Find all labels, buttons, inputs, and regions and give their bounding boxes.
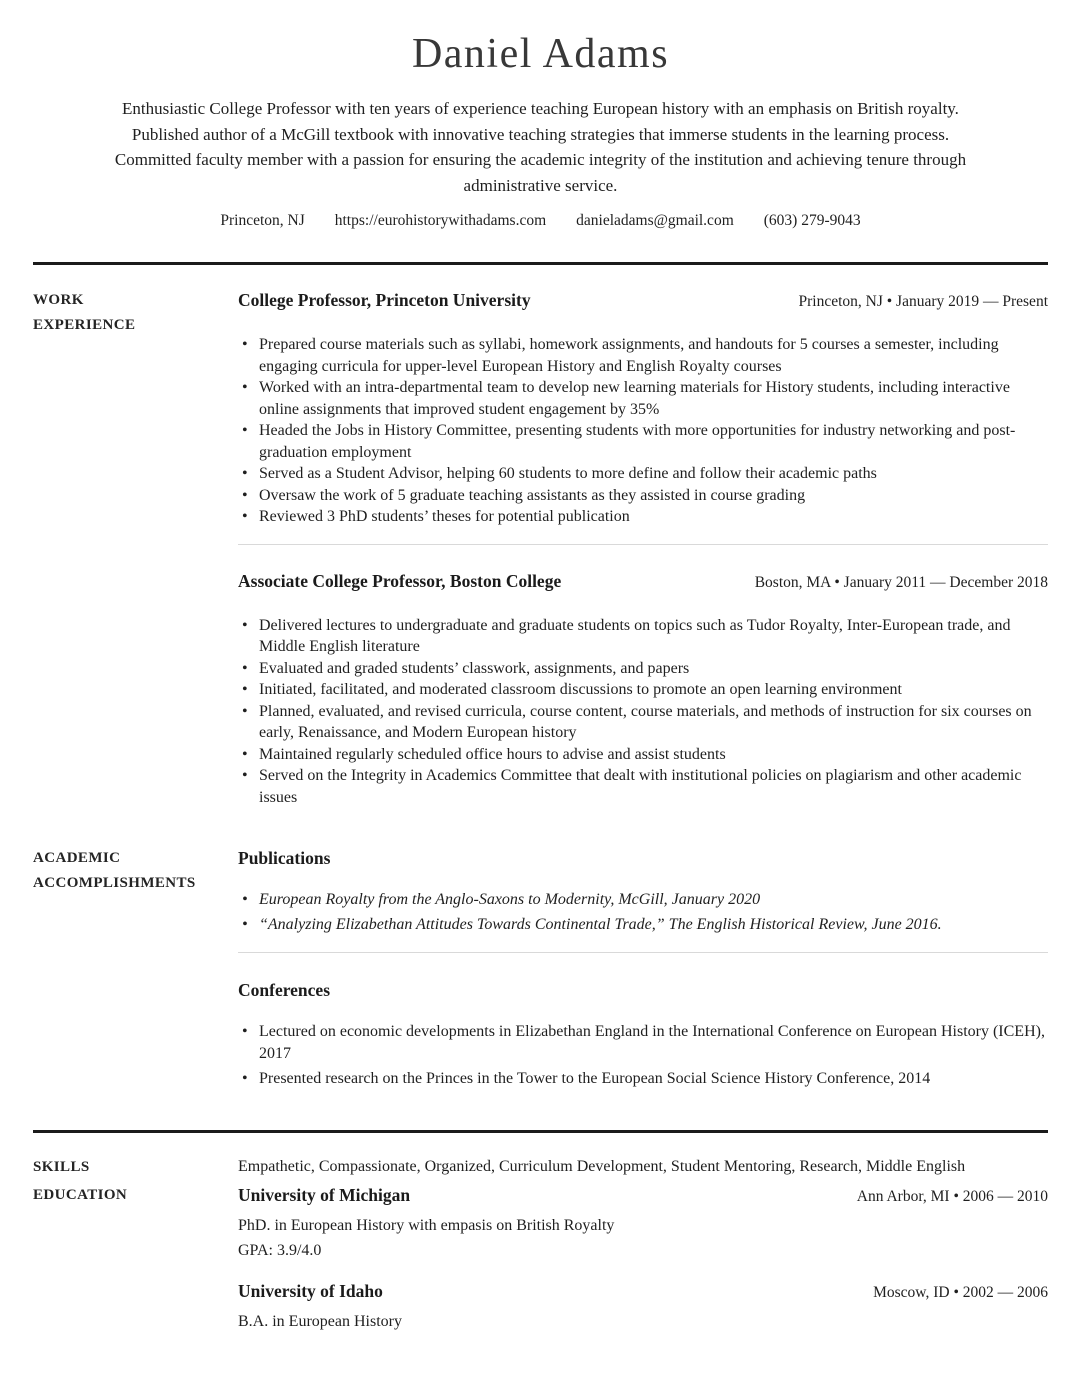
school-entry-michigan	[238, 1183, 1048, 1263]
bullet-item: • Reviewed 3 PhD students’ theses for potential publication	[238, 506, 1048, 528]
degree-line: PhD. in European History with empasis on British Royalty	[238, 1217, 615, 1234]
bullet-item: • Delivered lectures to undergraduate and graduate students on topics such as Tudor Royalty, Inter-European trade, and Middle English literature	[238, 615, 1048, 658]
skills-section	[33, 1133, 1048, 1180]
school-name: University of Idaho	[238, 1281, 383, 1301]
job-entry-boston	[238, 569, 1048, 809]
skills-text: Empathetic, Compassionate, Organized, Curriculum Development, Student Mentoring, Research, Middle English	[238, 1158, 966, 1175]
bullet-item: • Served as a Student Advisor, helping 60 students to more define and follow their academic paths	[238, 463, 1048, 485]
job-title: College Professor, Princeton University	[238, 290, 531, 310]
degree-line: B.A. in European History	[238, 1313, 402, 1330]
bullet-item: • European Royalty from the Anglo-Saxons to Modernity, McGill, January 2020	[238, 889, 1048, 911]
section-label-skills: SKILLS	[33, 1159, 90, 1175]
page-title: Daniel Adams	[411, 31, 670, 77]
publications-heading: Publications	[238, 848, 331, 868]
job-divider	[238, 544, 1048, 545]
job-location-dates: Boston, MA • January 2011 — December 2018	[754, 573, 1048, 591]
publications-subsection	[238, 846, 1048, 936]
bullet-item: • Evaluated and graded students’ classwork, assignments, and papers	[238, 658, 1048, 680]
section-label-education: EDUCATION	[33, 1187, 128, 1203]
subsection-divider	[238, 952, 1048, 953]
bullet-item: • Planned, evaluated, and revised curricula, course content, course materials, and methods of instruction for six courses on early, Renaissance, and Modern European history	[238, 701, 1048, 744]
school-name: University of Michigan	[238, 1185, 411, 1205]
conferences-list	[238, 1021, 1048, 1090]
bullet-item: • Lectured on economic developments in Elizabethan England in the International Conference on European History (ICEH), 2017	[238, 1021, 1048, 1065]
summary-text: Enthusiastic College Professor with ten years of experience teaching European history with an emphasis on British royalty. Published author of a McGill textbook with innovative teaching strategies that immerse students in the learning process. Committed faculty member with a passion for ensuring the academic integrity of the institution and achieving tenure through administrative service.	[114, 99, 967, 195]
publications-list	[238, 889, 1048, 936]
academic-accomplishments-section	[33, 846, 1048, 1090]
contact-email-link[interactable]: danieladams@gmail.com	[576, 212, 734, 229]
job-bullet-list	[238, 615, 1048, 809]
bullet-item: • Served on the Integrity in Academics Committee that dealt with institutional policies on plagiarism and other academic issues	[238, 765, 1048, 808]
bullet-item: • Headed the Jobs in History Committee, presenting students with more opportunities for industry networking and post-graduation employment	[238, 420, 1048, 463]
job-bullet-list	[238, 334, 1048, 528]
bullet-item: • Initiated, facilitated, and moderated classroom discussions to promote an open learning environment	[238, 679, 1048, 701]
bullet-item: • Worked with an intra-departmental team to develop new learning materials for History students, including interactive online assignments that improved student engagement by 35%	[238, 377, 1048, 420]
contact-website-link[interactable]: https://eurohistorywithadams.com	[334, 212, 547, 229]
conferences-subsection	[238, 978, 1048, 1090]
section-label-work-experience: WORK EXPERIENCE	[33, 292, 136, 333]
work-experience-section	[33, 265, 1048, 808]
bullet-item: • Presented research on the Princes in the Tower to the European Social Science History Conference, 2014	[238, 1068, 1048, 1090]
resume-header	[33, 30, 1048, 232]
education-section	[33, 1183, 1048, 1334]
school-entry-idaho	[238, 1279, 1048, 1334]
job-location-dates: Princeton, NJ • January 2019 — Present	[798, 293, 1048, 310]
contact-row	[33, 210, 1048, 232]
contact-location: Princeton, NJ	[220, 212, 305, 229]
job-title: Associate College Professor, Boston College	[238, 570, 562, 591]
bullet-item: • “Analyzing Elizabethan Attitudes Towards Continental Trade,” The English Historical Review, June 2016.	[238, 914, 1048, 936]
contact-phone: (603) 279-9043	[763, 212, 861, 229]
gpa-line: GPA: 3.9/4.0	[238, 1242, 322, 1259]
school-location-dates: Ann Arbor, MI • 2006 — 2010	[856, 1188, 1048, 1205]
job-entry-princeton	[238, 288, 1048, 528]
conferences-heading: Conferences	[238, 980, 331, 1000]
bullet-item: • Maintained regularly scheduled office hours to advise and assist students	[238, 744, 1048, 766]
bullet-item: • Oversaw the work of 5 graduate teaching assistants as they assisted in course grading	[238, 485, 1048, 507]
section-label-academic-accomplishments: ACADEMIC ACCOMPLISHMENTS	[33, 850, 196, 891]
school-location-dates: Moscow, ID • 2002 — 2006	[873, 1284, 1048, 1301]
bullet-item: • Prepared course materials such as syllabi, homework assignments, and handouts for 5 courses a semester, including engaging curricula for upper-level European History and English Royalty courses	[238, 334, 1048, 377]
